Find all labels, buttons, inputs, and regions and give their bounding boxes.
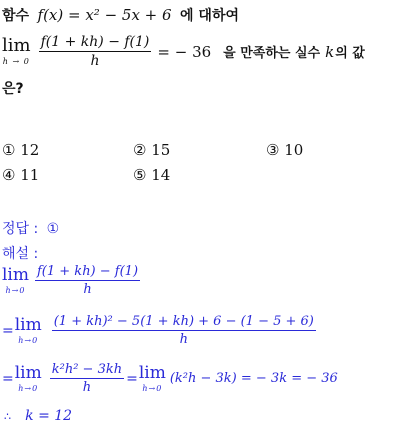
lim-subscript: h→0 — [142, 383, 163, 393]
fraction-numerator: k²h² − 3kh — [51, 362, 123, 377]
choice-2[interactable] — [133, 141, 170, 159]
step1-fraction — [35, 264, 140, 297]
fraction-numerator: f(1 + kh) − f(1) — [40, 34, 150, 50]
equals-sign: = — [2, 370, 14, 387]
choice-marker: ① — [2, 141, 16, 159]
lim-word: lim — [14, 362, 42, 383]
explanation-label: 해설 : — [2, 246, 39, 262]
limit-operator — [2, 37, 31, 66]
question-intro-line — [2, 5, 239, 25]
var-k: k — [325, 42, 335, 61]
explanation-step-2 — [2, 314, 316, 347]
fraction-denominator: h — [179, 332, 188, 347]
fraction-denominator: h — [82, 380, 92, 395]
limit-fraction — [39, 34, 152, 69]
therefore-symbol: ∴ — [4, 410, 11, 423]
limit-operator — [2, 264, 29, 295]
choice-marker: ⑤ — [133, 166, 147, 184]
question-limit-line — [2, 34, 365, 69]
choice-marker: ④ — [2, 166, 16, 184]
lim-word: lim — [2, 35, 31, 56]
question-ending: 은? — [2, 81, 24, 97]
choice-value: 12 — [20, 141, 40, 159]
lim-word: lim — [14, 314, 42, 335]
fraction-denominator: h — [90, 53, 100, 69]
step2-fraction — [52, 314, 316, 347]
explanation-step-3 — [2, 362, 338, 395]
intro-suffix: 에 대하여 — [180, 8, 240, 24]
answer-label: 정답 : — [2, 221, 39, 237]
lim-subscript: h→0 — [5, 285, 26, 295]
equals-value: = − 36 — [157, 42, 212, 61]
choice-4[interactable] — [2, 166, 39, 184]
choice-3[interactable] — [266, 141, 303, 159]
intro-label: 함수 — [2, 8, 30, 24]
choice-1[interactable] — [2, 141, 39, 159]
lim-subscript: h→0 — [18, 383, 39, 393]
lim-subscript: h → 0 — [2, 57, 30, 66]
lim-subscript: h→0 — [18, 335, 39, 345]
function-expression: f(x) = x² − 5x + 6 — [37, 6, 172, 24]
choice-value: 10 — [284, 141, 304, 159]
choice-marker: ② — [133, 141, 147, 159]
step3-fraction — [50, 362, 124, 395]
lim-word: lim — [138, 362, 166, 383]
step3-tail: (k²h − 3k) = − 3k = − 36 — [169, 371, 338, 386]
choice-value: 14 — [151, 166, 171, 184]
tail-text: 의 값 — [335, 46, 365, 61]
lim-word: lim — [2, 264, 29, 285]
equals-sign: = — [2, 322, 14, 339]
choice-marker: ③ — [266, 141, 280, 159]
choice-value: 15 — [151, 141, 171, 159]
condition-text: 을 만족하는 실수 — [223, 46, 321, 61]
limit-operator — [14, 314, 42, 345]
equals-sign: = — [126, 370, 138, 387]
conclusion-line — [4, 408, 72, 424]
fraction-denominator: h — [83, 282, 92, 297]
answer-value: ① — [46, 221, 60, 237]
answer-line — [2, 218, 59, 238]
explanation-step-1 — [2, 264, 140, 297]
fraction-numerator: (1 + kh)² − 5(1 + kh) + 6 − (1 − 5 + 6) — [53, 314, 314, 329]
choice-5[interactable] — [133, 166, 170, 184]
choice-value: 11 — [20, 166, 40, 184]
conclusion-result: k = 12 — [25, 408, 73, 424]
limit-operator — [14, 362, 42, 393]
limit-operator — [138, 362, 166, 393]
fraction-numerator: f(1 + kh) − f(1) — [37, 264, 139, 279]
